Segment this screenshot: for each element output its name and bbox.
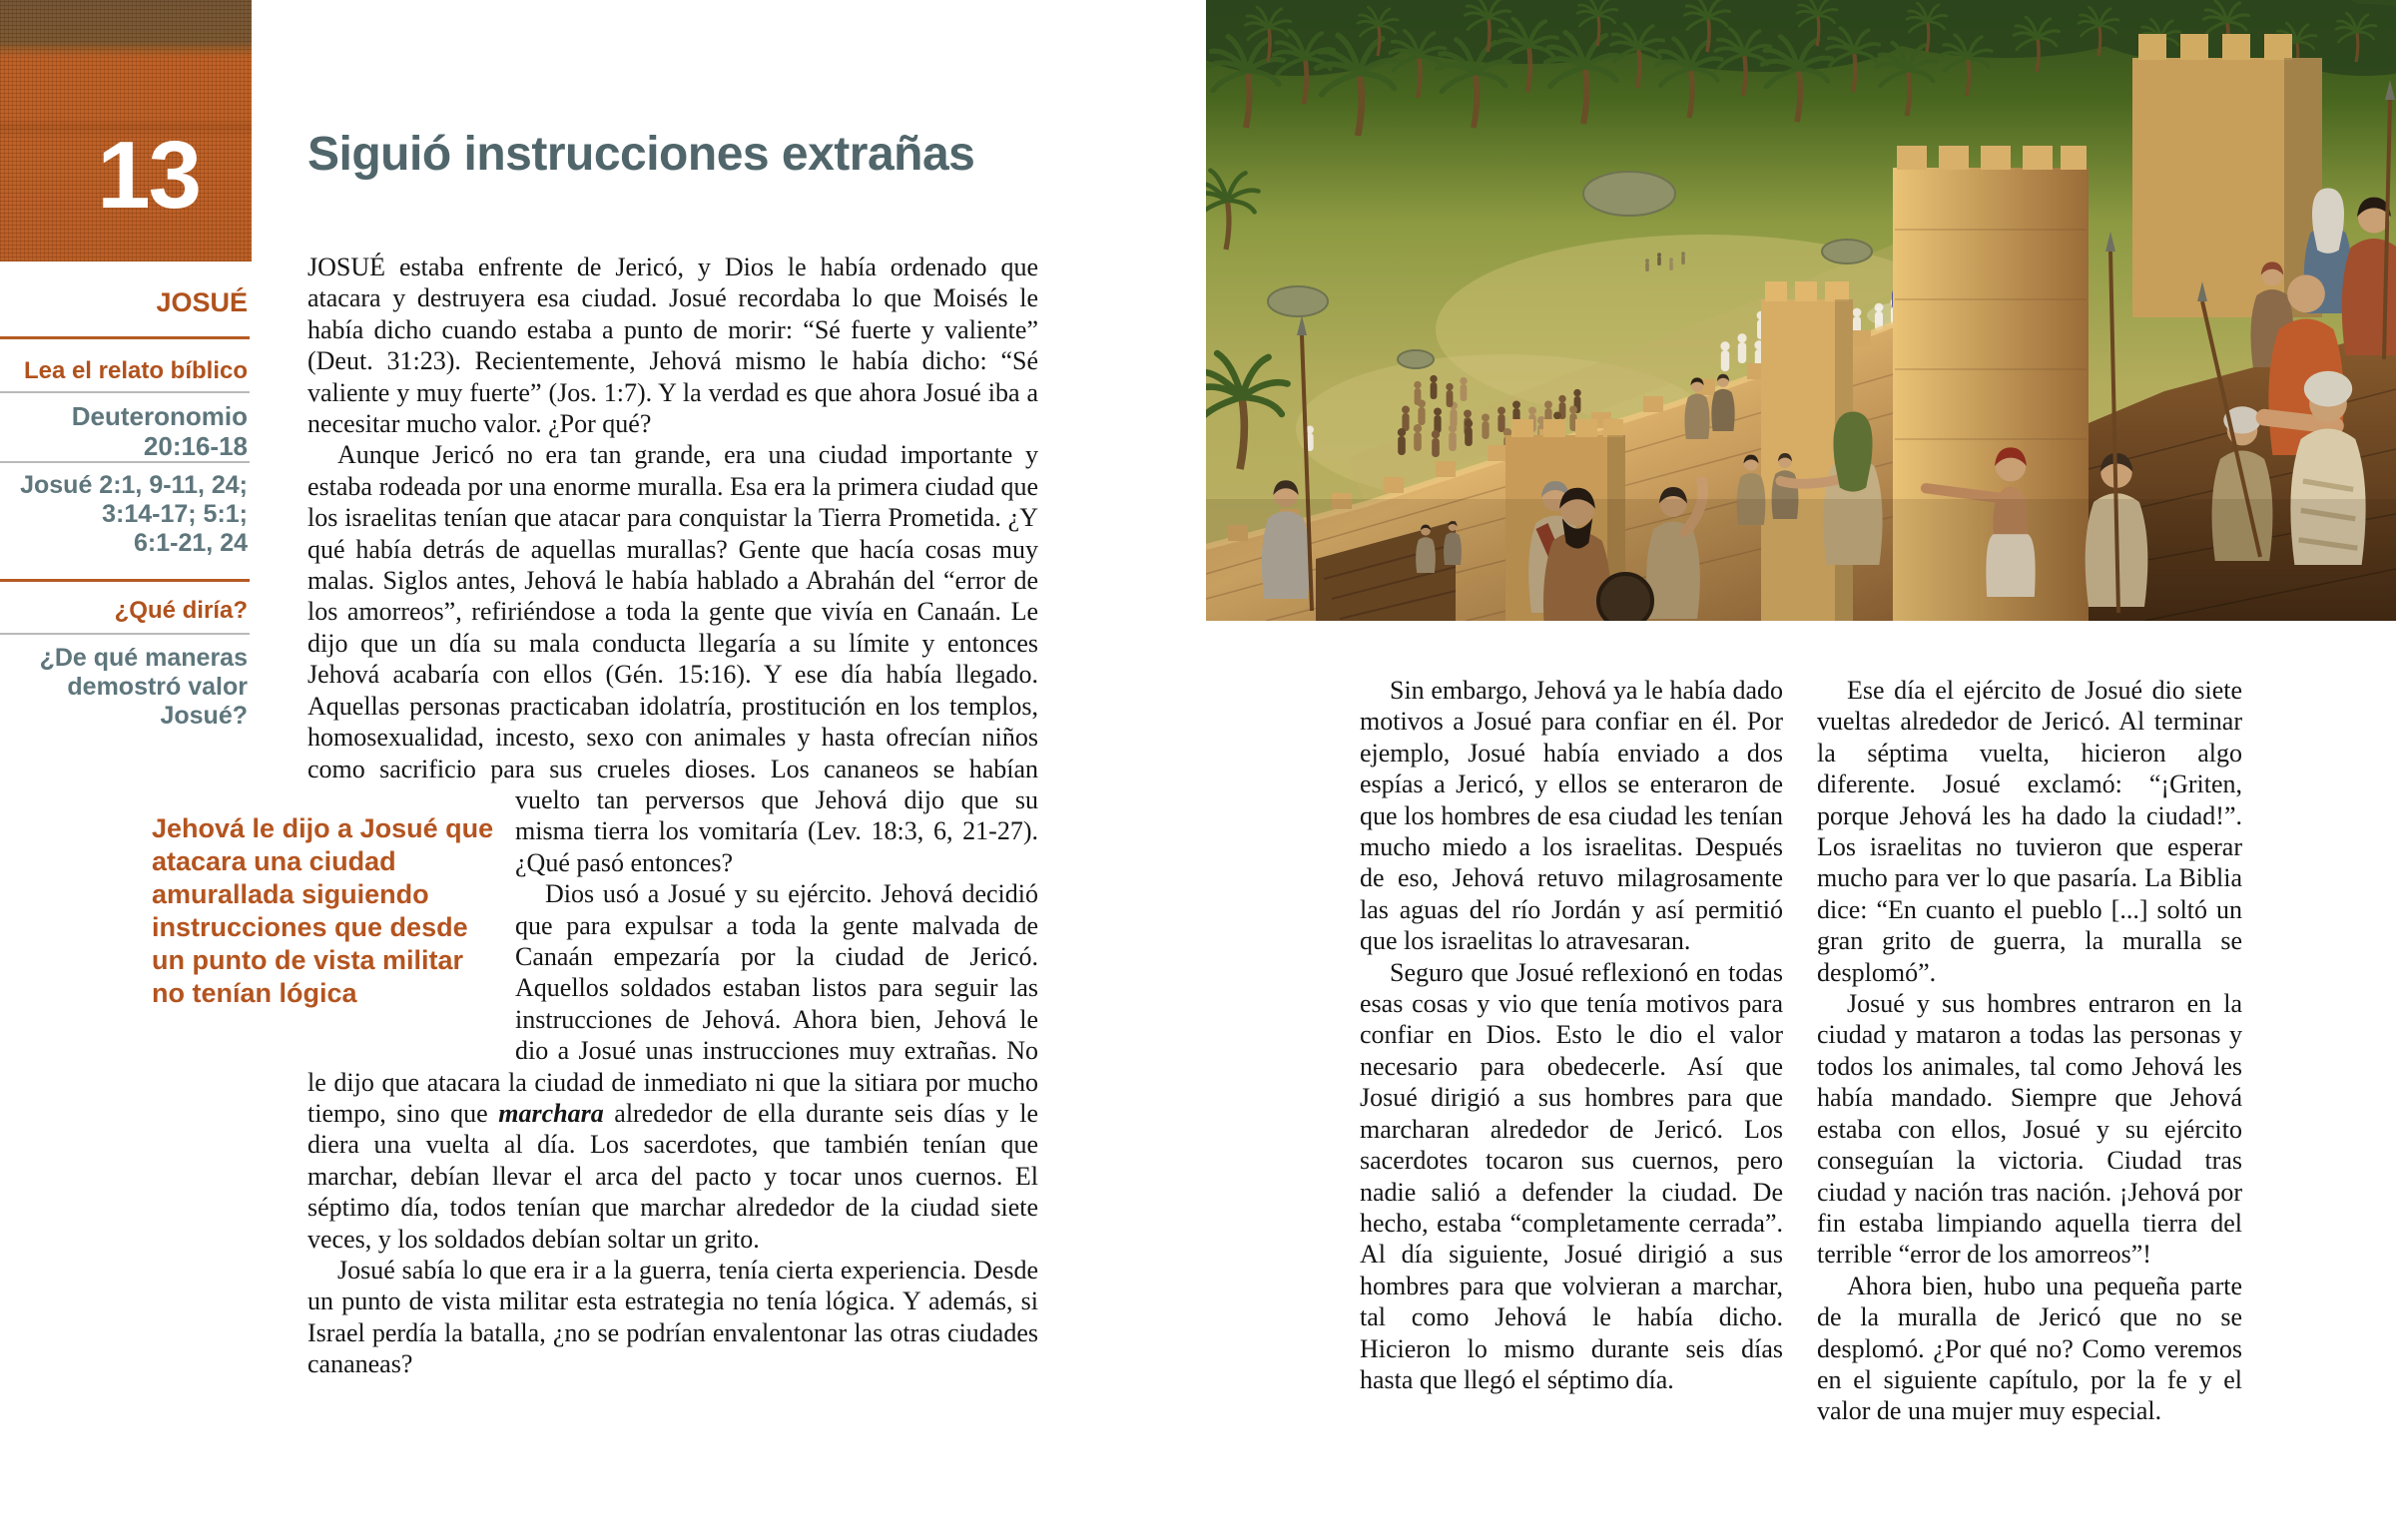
pull-quote: Jehová le dijo a Josué que atacara una ciudad amurallada siguiendo instrucciones que desde un punto de vista militar no tenían lógica	[152, 812, 494, 1008]
question-line: ¿De qué maneras	[39, 644, 248, 672]
paragraph: Seguro que Josué reflexionó en todas esas cosas y vio que tenía motivos para confiar en Dios. Esto le dio el valor necesario para obedecerle. Así que Josué dirigió a sus hombres para que marcharan alrededor de Jericó. Los sacerdotes tocaron sus cuernos, pero nadie salió a defender la ciudad. De hecho, estaba “completamente cerrada”. Al día siguiente, Josué dirigió a sus hombres para que volvieran a marchar, tal como Jehová le había dicho. Hicieron lo mismo durante seis días hasta que llegó el séptimo día.	[1360, 957, 1783, 1394]
chapter-number: 13	[97, 122, 200, 229]
jericho-wall-illustration	[1206, 0, 2396, 621]
reading-line: Josué 2:1, 9-11, 24;	[20, 471, 248, 499]
paragraph: Josué y sus hombres entraron en la ciudad y mataron a todas las personas y todos los animales, tal como Jehová les había mandado. Siempre que Jehová estaba con ellos, Josué y su ejército conseguían la victoria. Ciudad tras ciudad y nación tras nación. ¡Jehová por fin estaba limpiando aquella tierra del terrible “error de los amorreos”!	[1817, 989, 2242, 1270]
sidebar-question	[0, 644, 248, 731]
paragraph: Josué sabía lo que era ir a la guerra, tenía cierta experiencia. Desde un punto de vista militar esta estrategia no tenía lógica. Y además, si Israel perdía la batalla, ¿no se podrían envalentonar las otras ciudades cananeas?	[307, 1256, 1038, 1379]
sidebar-reading-2	[0, 471, 248, 558]
divider	[0, 579, 250, 582]
paragraph-text: alrededor de ella durante seis días y le diera una vuelta al día. Los sacerdotes, que también tenían que marchar, debían llevar el arca del pacto y tocar unos cuernos. El séptimo día, todos tenían que marchar alrededor de la ciudad siete veces, y los soldados debían soltar un grito.	[307, 1098, 1039, 1254]
sidebar-book-label: JOSUÉ	[156, 287, 248, 317]
paragraph: Sin embargo, Jehová ya le había dado motivos a Josué para confiar en él. Por ejemplo, Josué había enviado a dos espías a Jericó, y ellos se enteraron de que los hombres de esa ciudad les tenían mucho miedo a los israelitas. Después de eso, Jehová retuvo milagrosamente las aguas del río Jordán y así permitió que los israelitas lo atravesaran.	[1360, 676, 1783, 956]
reading-line: 6:1-21, 24	[134, 529, 248, 557]
divider	[0, 633, 250, 635]
sidebar	[0, 0, 250, 898]
paragraph: Ese día el ejército de Josué dio siete vueltas alrededor de Jericó. Al terminar la séptima vuelta, hicieron algo diferente. Josué exclamó: “¡Griten, porque Jehová les ha dado la ciudad!”. Los israelitas no tuvieron que esperar mucho para ver lo que pasaría. La Biblia dice: “En cuanto el pueblo [...] soltó un gran grito de guerra, la muralla se desplomó”.	[1817, 676, 2242, 987]
divider	[0, 461, 250, 463]
article-right-column-2	[1817, 675, 2242, 1427]
question-line: Josué?	[160, 702, 248, 730]
article-right-column-1	[1360, 675, 1783, 1395]
divider	[0, 391, 250, 393]
sidebar-read-label: Lea el relato bíblico	[23, 357, 248, 384]
paragraph: JOSUÉ estaba enfrente de Jericó, y Dios le había ordenado que atacara y destruyera esa ciudad. Josué recordaba lo que Moisés le había dicho cuando estaba a punto de morir: “Sé fuerte y valiente” (Deut. 31:23). Recientemente, Jehová mismo le había dicho: “Sé valiente y muy fuerte” (Jos. 1:7). Y la verdad es que ahora Josué iba a necesitar mucho valor. ¿Por qué?	[307, 253, 1038, 439]
paragraph-text: Dios usó a Josué y su ejército. Jehová decidió que para expulsar a toda la gente malvada de Canaán empezaría por la ciudad de Jericó. Aquellos soldados estaban listos para seguir las instrucciones de Jehová. Ahora bien, Jehová le dio a Josué unas instrucciones muy extrañas. No le dijo que atacara la ciudad de inmediato ni que la sitiara por mucho tiempo, sino que	[307, 879, 1038, 1128]
paragraph: Ahora bien, hubo una pequeña parte de la muralla de Jericó que no se desplomó. ¿Por qué no? Como veremos en el siguiente capítulo, por la fe y el valor de una mujer muy especial.	[1817, 1271, 2242, 1426]
divider	[0, 336, 250, 339]
reading-line: Deuteronomio	[71, 401, 248, 431]
sidebar-question-label: ¿Qué diría?	[114, 597, 248, 624]
reading-line: 3:14-17; 5:1;	[102, 500, 248, 528]
reading-line: 20:16-18	[143, 431, 248, 461]
illustration-canvas	[1206, 0, 2396, 621]
page-title: Siguió instrucciones extrañas	[307, 128, 975, 182]
sidebar-reading-1	[0, 401, 248, 461]
emphasized-word: marchara	[498, 1098, 604, 1128]
paragraph-text: misma tierra los vomitaría (Lev. 18:3, 6, 21-27). ¿Qué pasó entonces?	[515, 816, 1038, 877]
paragraph-text: Aunque Jericó no era tan grande, era una ciudad importante y estaba rodeada por una enorme muralla. Esa era la primera ciudad que los israelitas tenían que atacar para conquistar la Tierra Prometida. ¿Y qué había detrás de aquellas murallas? Gente que hacía cosas muy malas. Siglos antes, Jehová le había hablado a Abrahán del “error de los amorreos”, refiriéndose a toda la gente que vivía en Canaán. Le dijo que un día su mala conducta llegaría a su límite y entonces Jehová acabaría con ellos (Gén. 15:16). Y ese día había llegado. Aquellas personas practicaban idolatría, prostitución en los templos, homosexualidad, incesto, sexo con animales y hasta ofrecían niños como sacrificio para sus crueles dioses. Los cananeos se habían vuelto tan perversos que Jehová dijo que su	[307, 440, 1038, 814]
question-line: demostró valor	[67, 673, 248, 701]
